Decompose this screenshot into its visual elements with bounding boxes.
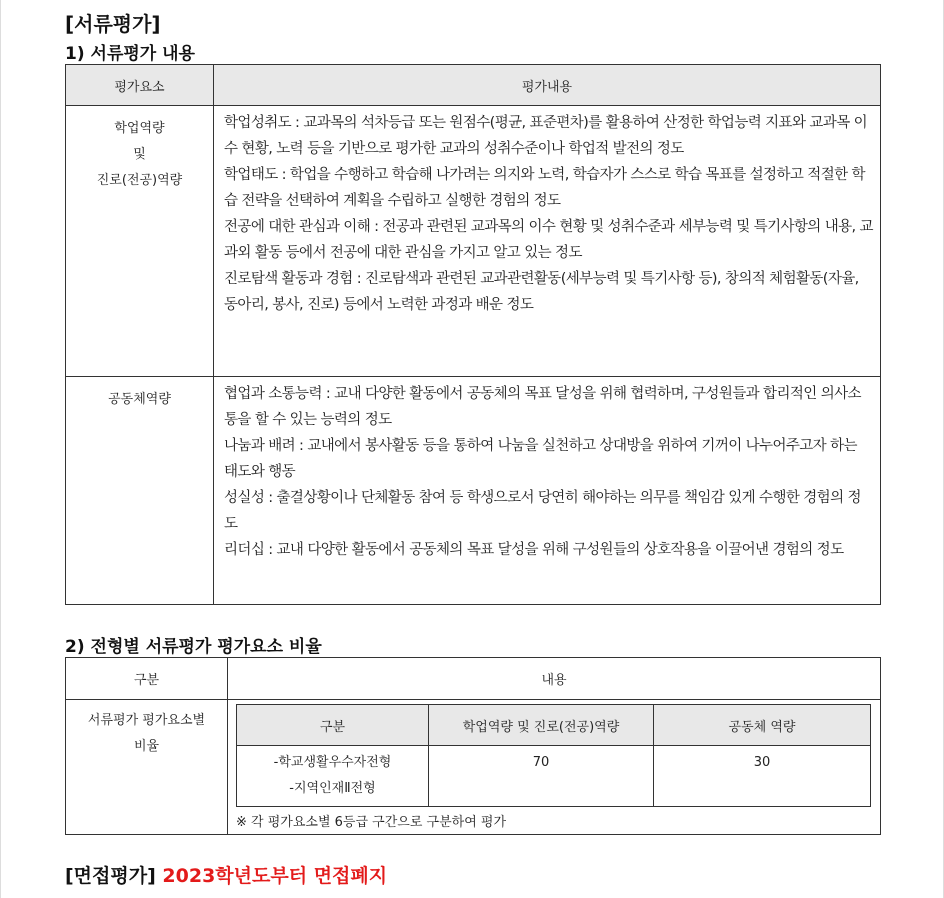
inner-header-academic: 학업역량 및 진로(전공)역량 xyxy=(429,705,654,746)
inner-header-community: 공동체 역량 xyxy=(654,705,871,746)
criterion-text: 성실성 : 출결상황이나 단체활동 참여 등 학생으로서 당연히 해야하는 의무를 책임감 있게 수행한 경험의 정도 xyxy=(224,490,861,532)
table-header-row xyxy=(66,65,881,106)
criterion-text: 학업성취도 : 교과목의 석차등급 또는 원점수(평균, 표준편차)를 활용하여 산정한 학업능력 지표와 교과목 이수 현황, 노력 등을 기반으로 평가한 교과의 성취수준이나 학업적 발전의 정도 xyxy=(224,115,868,157)
criterion-text: 나눔과 배려 : 교내에서 봉사활동 등을 통하여 나눔을 실천하고 상대방을 위하여 기꺼이 나누어주고자 하는 태도와 행동 xyxy=(224,438,857,480)
key-line: 학업역량 xyxy=(114,121,165,136)
key-line: 및 xyxy=(133,147,146,162)
criterion-text: 학업태도 : 학업을 수행하고 학습해 나가려는 의지와 노력, 학습자가 스스로 학습 목표를 설정하고 적절한 학습 전략을 선택하여 계획을 수립하고 실행한 경험의 정도 xyxy=(224,167,865,209)
community-ratio: 30 xyxy=(654,746,871,807)
evaluation-content-table xyxy=(65,64,881,605)
admission-type: -학교생활우수자전형 xyxy=(273,755,392,770)
academic-ratio: 70 xyxy=(429,746,654,807)
criterion-text: 진로탐색 활동과 경험 : 진로탐색과 관련된 교과관련활동(세부능력 및 특기사항 등), 창의적 체험활동(자율, 동아리, 봉사, 진로) 등에서 노력한 과정과 배운 정도 xyxy=(224,271,859,313)
grading-note: ※ 각 평가요소별 6등급 구간으로 구분하여 평가 xyxy=(236,815,507,830)
header-content: 평가내용 xyxy=(214,65,881,106)
inner-header-row xyxy=(237,705,871,746)
ratio-inner-table xyxy=(236,704,871,807)
element-academic xyxy=(66,106,214,377)
row-label xyxy=(66,700,228,835)
table-row xyxy=(66,377,881,605)
row-content xyxy=(228,700,881,835)
section2-heading: 2) 전형별 서류평가 평가요소 비율 xyxy=(65,637,322,657)
page-title: [서류평가] xyxy=(65,12,161,36)
interview-title: [면접평가] xyxy=(65,865,156,887)
admission-type: -지역인재Ⅱ전형 xyxy=(289,781,376,796)
interview-heading xyxy=(65,861,387,888)
key-line: 비율 xyxy=(133,739,160,754)
inner-row xyxy=(237,746,871,807)
admission-types xyxy=(237,746,429,807)
interview-abolished-notice: 2023학년도부터 면접폐지 xyxy=(162,865,388,887)
criterion-text: 협업과 소통능력 : 교내 다양한 활동에서 공동체의 목표 달성을 위해 협력하며, 구성원들과 합리적인 의사소통을 할 수 있는 능력의 정도 xyxy=(224,386,861,428)
criterion-text: 전공에 대한 관심과 이해 : 전공과 관련된 교과목의 이수 현황 및 성취수준과 세부능력 및 특기사항의 내용, 교과외 활동 등에서 전공에 대한 관심을 가지고 알고 있는 정도 xyxy=(224,219,873,261)
element-community xyxy=(66,377,214,605)
header-content: 내용 xyxy=(228,658,881,700)
key-line: 진로(전공)역량 xyxy=(96,173,183,188)
header-element: 평가요소 xyxy=(66,65,214,106)
key-line: 서류평가 평가요소별 xyxy=(87,713,206,728)
header-category: 구분 xyxy=(66,658,228,700)
content-academic xyxy=(214,106,881,377)
table-header-row xyxy=(66,658,881,700)
content-community xyxy=(214,377,881,605)
criterion-text: 리더십 : 교내 다양한 활동에서 공동체의 목표 달성을 위해 구성원들의 상호작용을 이끌어낸 경험의 정도 xyxy=(224,542,844,558)
ratio-table xyxy=(65,657,881,835)
table-row xyxy=(66,106,881,377)
key-line: 공동체역량 xyxy=(108,392,171,407)
inner-header-category: 구분 xyxy=(237,705,429,746)
table-row xyxy=(66,700,881,835)
section1-heading: 1) 서류평가 내용 xyxy=(65,44,195,64)
